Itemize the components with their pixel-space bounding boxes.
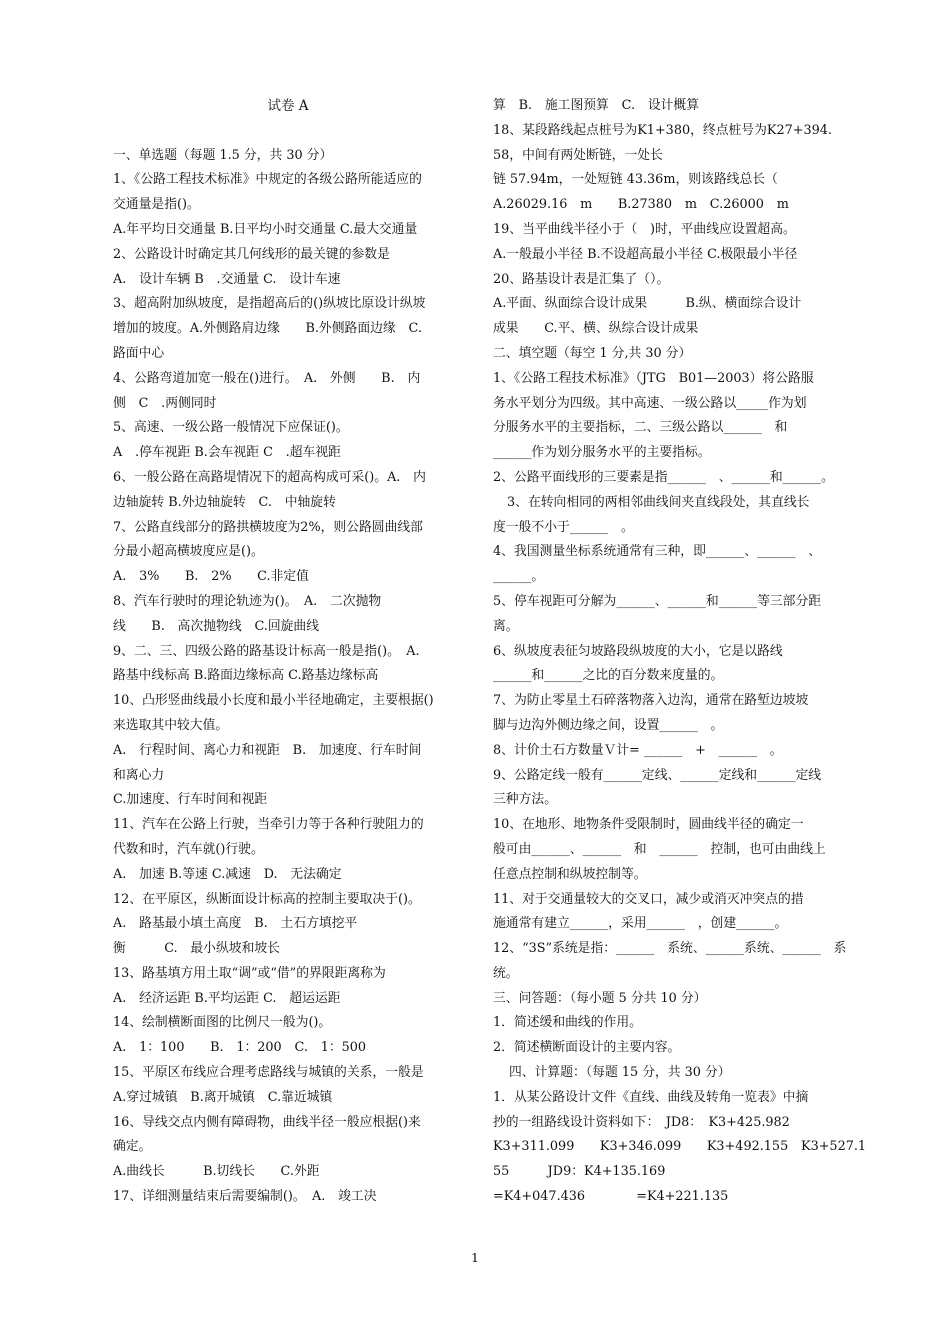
text-line: 抄的一组路线设计资料如下： JD8： K3+425.982 [493,1114,790,1130]
right-column-lines [493,94,867,1210]
text-line: A. 设计车辆 B .交通量 C. 设计车速 [113,271,341,287]
text-line: =K4+047.436 =K4+221.135 [493,1189,729,1205]
text-line: 9、二、三、四级公路的路基设计标高一般是指()。 A. [113,643,420,659]
left-column-lines [113,144,463,1210]
text-line: 4、公路弯道加宽一般在()进行。 A. 外侧 B. 内 [113,370,421,386]
text-line: A.曲线长 B.切线长 C.外距 [113,1164,320,1180]
text-line: A.一般最小半径 B.不设超高最小半径 C.极限最小半径 [493,246,798,262]
text-line: 7、公路直线部分的路拱横坡度为2%，则公路圆曲线部 [113,519,423,535]
text-line: A.穿过城镇 B.离开城镇 C.靠近城镇 [113,1089,333,1105]
text-line: ______作为划分服务水平的主要指标。 [493,445,711,461]
text-line: 11、汽车在公路上行驶，当牵引力等于各种行驶阻力的 [113,817,424,833]
text-line: 1．从某公路设计文件《直线、曲线及转角一览表》中摘 [493,1089,809,1105]
text-line: 10、在地形、地物条件受限制时，圆曲线半径的确定一 [493,817,804,833]
text-line: 55 JD9：K4+135.169 [493,1164,666,1180]
text-line: C.加速度、行车时间和视距 [113,792,268,808]
text-line: 8、汽车行驶时的理论轨迹为()。 A. 二次抛物 [113,593,382,609]
text-line: 3、超高附加纵坡度，是指超高后的()纵坡比原设计纵坡 [113,296,426,312]
text-line: 20、路基设计表是汇集了（）。 [493,271,670,287]
text-line: 5、停车视距可分解为______、______和______等三部分距 [493,593,822,609]
text-line: 12、在平原区，纵断面设计标高的控制主要取决于()。 [113,891,421,907]
text-line: 15、平原区布线应合理考虑路线与城镇的关系，一般是 [113,1065,424,1081]
text-line: 分服务水平的主要指标，二、三级公路以______ 和 [493,420,788,436]
text-line: 8、计价土石方数量Ｖ计= ______ + ______ 。 [493,742,783,758]
text-line: 算 B. 施工图预算 C. 设计概算 [493,98,700,113]
text-line: 来选取其中较大值。 [113,717,229,733]
text-line: 和离心力 [113,767,165,783]
text-line: 58，中间有两处断链，一处长 [493,147,663,163]
text-line: 四、计算题：（每题 15 分，共 30 分） [509,1065,731,1081]
text-line: 1、《公路工程技术标准》中规定的各级公路所能适应的 [113,172,422,188]
text-line: 17、详细测量结束后需要编制()。 A. 竣工决 [113,1189,377,1205]
text-line: 6、纵坡度表征匀坡路段纵坡度的大小，它是以路线 [493,643,783,659]
text-line: 路基中线标高 B.路面边缘标高 C.路基边缘标高 [113,668,379,684]
text-line: 统。 [493,965,519,981]
text-line: 线 B. 高次抛物线 C.回旋曲线 [113,618,320,634]
text-line: 2、公路设计时确定其几何线形的最关键的参数是 [113,246,390,262]
page-title: 试卷 A [267,98,309,114]
text-line: 2、公路平面线形的三要素是指______ 、______和______。 [493,469,834,485]
text-line: 般可由______、______ 和 ______ 控制，也可由曲线上 [493,841,826,857]
text-line: 路面中心 [113,345,165,361]
right-column [493,94,867,1210]
text-line: 脚与边沟外侧边缘之间，设置______ 。 [493,717,724,733]
text-line: 1、《公路工程技术标准》（JTG B01—2003）将公路服 [493,370,814,386]
text-line: 增加的坡度。A.外侧路肩边缘 B.外侧路面边缘 C. [113,321,422,337]
text-line: 7、为防止零星土石碎落物落入边沟，通常在路堑边坡坡 [493,693,809,709]
text-line: 13、路基填方用土取“调”或“借”的界限距离称为 [113,965,386,981]
text-line: 任意点控制和纵坡控制等。 [493,866,647,882]
text-line: 5、高速、一级公路一般情况下应保证()。 [113,420,349,436]
text-line: 确定。 [113,1139,152,1155]
text-line: A. 3% B. 2% C.非定值 [113,569,309,585]
text-line: 侧 C .两侧同时 [113,395,217,411]
text-line: 成果 C.平、横、纵综合设计成果 [493,321,699,337]
text-line: A. 经济运距 B.平均运距 C. 超运运距 [113,990,341,1006]
text-line: 14、绘制横断面图的比例尺一般为()。 [113,1015,332,1031]
text-line: 分最小超高横坡度应是()。 [113,544,264,560]
text-line: 18、某段路线起点桩号为K1+380，终点桩号为K27+394. [493,122,832,138]
text-line: 10、凸形竖曲线最小长度和最小半径地确定，主要根据() [113,693,434,709]
text-line: 12、“3S”系统是指：______ 系统、______系统、______ 系 [493,941,847,957]
text-line: 二、填空题（每空 1 分,共 30 分） [493,345,692,361]
text-line: A. 路基最小填土高度 B. 土石方填挖平 [113,916,358,932]
text-line: 度一般不小于______ 。 [493,519,634,535]
text-line: A. 行程时间、离心力和视距 B. 加速度、行车时间 [113,742,422,758]
text-line: 一、单选题（每题 1.5 分，共 30 分） [113,147,333,163]
text-line: 三、问答题：（每小题 5 分共 10 分） [493,990,707,1006]
text-line: 衡 C. 最小纵坡和坡长 [113,941,280,957]
text-line: 交通量是指()。 [113,197,200,213]
text-line: 三种方法。 [493,792,557,808]
text-line: 4、我国测量坐标系统通常有三种，即______、______ 、 [493,544,822,560]
text-line: 2．简述横断面设计的主要内容。 [493,1040,681,1056]
text-line: A.平面、纵面综合设计成果 B.纵、横面综合设计 [493,296,802,312]
text-line: A.26029.16 m B.27380 m C.26000 m [493,197,789,213]
text-line: A .停车视距 B.会车视距 C .超车视距 [113,445,341,461]
text-line: ______。 [493,569,545,585]
text-line: 3、在转向相同的两相邻曲线间夹直线段处，其直线长 [507,494,810,510]
text-line: A. 1：100 B. 1：200 C. 1：500 [113,1040,367,1056]
text-line: 务水平划分为四级。其中高速、一级公路以_____作为划 [493,395,807,411]
text-line: 离。 [493,618,519,634]
text-line: 边轴旋转 B.外边轴旋转 C. 中轴旋转 [113,494,336,510]
page-number: 1 [471,1250,479,1265]
left-column [113,94,463,1210]
text-line: A. 加速 B.等速 C.减速 D. 无法确定 [113,866,342,882]
text-line: 代数和时，汽车就()行驶。 [113,841,264,857]
text-line: 链 57.94m，一处短链 43.36m，则该路线总长（ [493,172,778,188]
text-line: 16、导线交点内侧有障碍物，曲线半径一般应根据()来 [113,1114,421,1130]
text-line: A.年平均日交通量 B.日平均小时交通量 C.最大交通量 [113,221,418,237]
text-line: 施通常有建立______，采用______ ，创建______。 [493,916,788,932]
title-spacer [113,119,463,144]
text-line: 6、一般公路在高路堤情况下的超高构成可采()。A. 内 [113,469,426,485]
text-line: ______和______之比的百分数来度量的。 [493,668,724,684]
text-line: 9、公路定线一般有______定线、______定线和______定线 [493,767,822,783]
text-line: 1．简述缓和曲线的作用。 [493,1015,642,1031]
text-line: K3+311.099 K3+346.099 K3+492.155 K3+527.1 [493,1139,867,1155]
text-line: 19、当平曲线半径小于（ )时，平曲线应设置超高。 [493,221,796,237]
text-line: 11、对于交通量较大的交叉口，减少或消灭冲突点的措 [493,891,804,907]
